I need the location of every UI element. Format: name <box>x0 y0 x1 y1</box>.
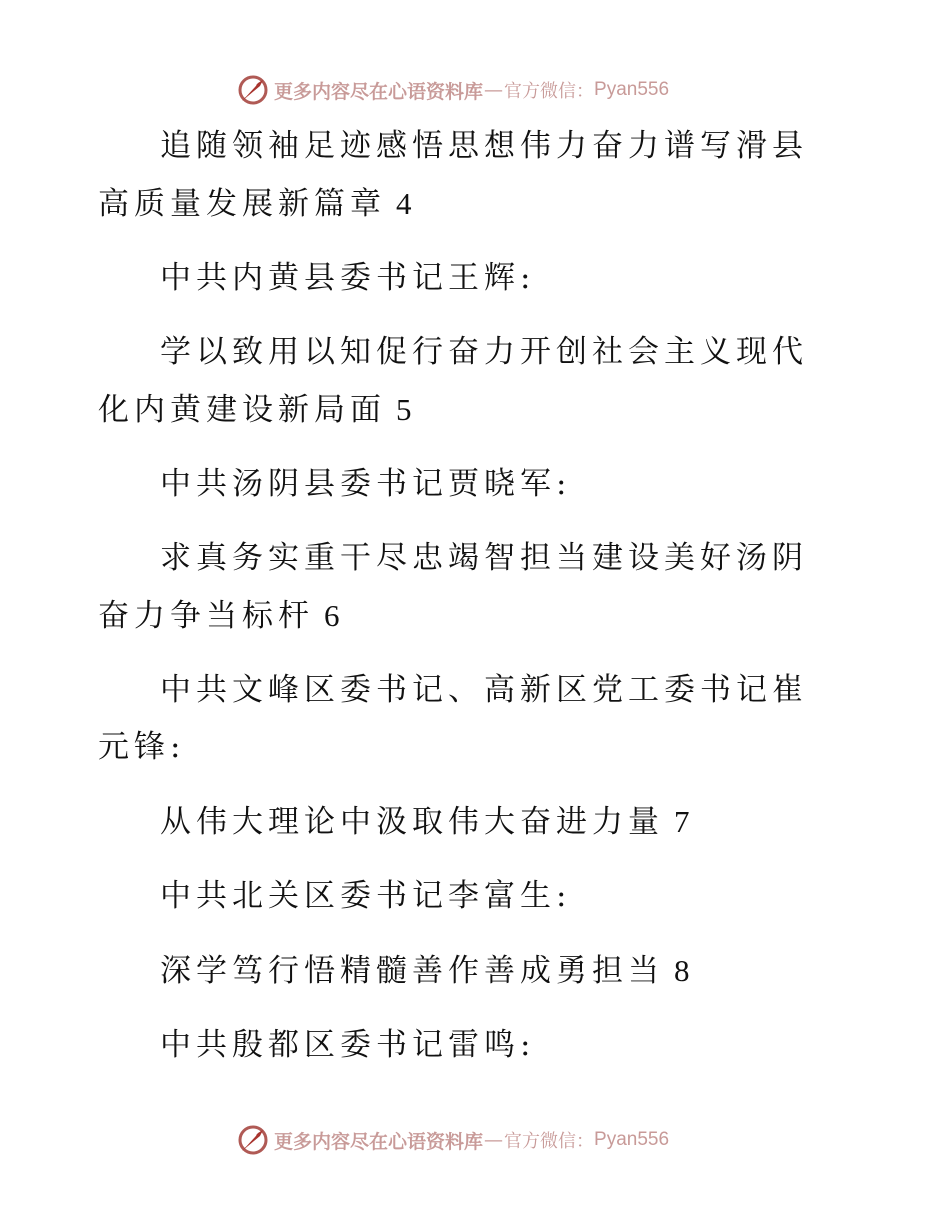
toc-entry <box>98 324 838 439</box>
watermark-dash: — <box>484 79 504 101</box>
toc-entry <box>98 942 838 1000</box>
page-number: 5 <box>396 392 412 427</box>
entry-text: 学以致用以知促行奋力开创社会主义现代化内黄建设新局面 <box>98 334 808 428</box>
toc-entry <box>98 793 838 851</box>
toc-entry <box>98 662 838 776</box>
entry-text: 从伟大理论中汲取伟大奋进力量 <box>160 804 664 840</box>
toc-entry <box>98 456 838 513</box>
entry-text: 中共内黄县委书记王辉: <box>160 260 536 296</box>
watermark-slogan: 更多内容尽在心语资料库 <box>274 1130 484 1153</box>
entry-text: 求真务实重干尽忠竭智担当建设美好汤阴奋力争当标杆 <box>98 540 808 634</box>
page-number: 4 <box>396 186 412 221</box>
page-number: 6 <box>324 598 340 633</box>
toc-entry <box>98 250 838 307</box>
page-number: 7 <box>674 804 690 839</box>
entry-text: 追随领袖足迹感悟思想伟力奋力谱写滑县高质量发展新篇章 <box>98 128 808 222</box>
watermark-slogan: 更多内容尽在心语资料库 <box>274 80 484 103</box>
watermark-wechat-label: 官方微信： <box>504 1131 595 1152</box>
toc-entry <box>98 1017 838 1074</box>
quill-seal-icon <box>236 73 270 107</box>
quill-seal-icon <box>236 1123 270 1157</box>
page-number: 8 <box>674 953 690 988</box>
entry-text: 中共汤阴县委书记贾晓军: <box>160 466 572 502</box>
watermark-handle: Pyan556 <box>594 1129 670 1150</box>
footer-watermark <box>236 1122 669 1158</box>
header-watermark <box>236 72 669 108</box>
toc-entry <box>98 118 838 233</box>
watermark-dash: — <box>484 1129 504 1151</box>
entry-text: 深学笃行悟精髓善作善成勇担当 <box>160 953 664 989</box>
watermark-wechat-label: 官方微信： <box>504 81 595 102</box>
entry-text: 中共文峰区委书记、高新区党工委书记崔元锋: <box>98 672 808 765</box>
toc-entry <box>98 530 838 645</box>
entry-text: 中共殷都区委书记雷鸣: <box>160 1027 536 1063</box>
watermark-handle: Pyan556 <box>594 79 670 100</box>
toc-entry <box>98 868 838 925</box>
entry-text: 中共北关区委书记李富生: <box>160 878 572 914</box>
document-body <box>98 118 838 1091</box>
